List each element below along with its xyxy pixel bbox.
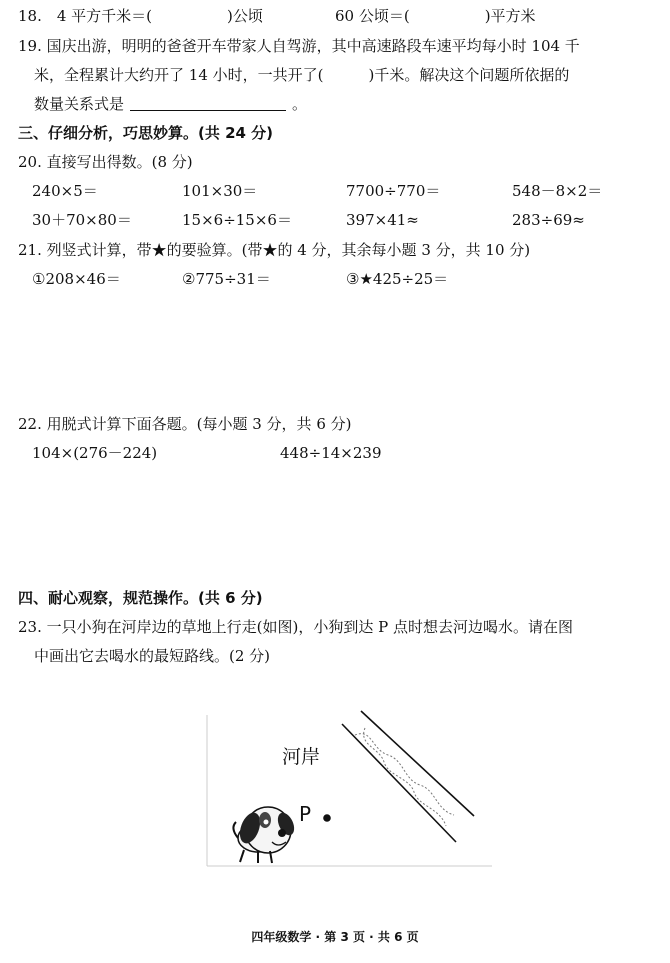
q19-line3 (34, 94, 307, 114)
q20-r2-c4: 283÷69≈ (512, 211, 585, 229)
section-4-heading: 四、耐心观察，规范操作。(共 6 分) (18, 589, 263, 607)
answer-blank[interactable] (130, 94, 286, 111)
figure-label-bank: 河岸 (282, 746, 321, 768)
q20-r2-c3: 397×41≈ (346, 211, 419, 229)
q20-r1-c3: 7700÷770＝ (346, 182, 441, 200)
q19-line1: 19. 国庆出游，明明的爸爸开车带家人自驾游，其中高速路段车速平均每小时 104 千 (18, 37, 580, 55)
river-wave-2 (364, 728, 446, 826)
point-p-dot (323, 814, 331, 822)
q19-line3-prefix: 数量关系式是 (34, 95, 125, 113)
q19-line2: 米，全程累计大约开了 14 小时，一共开了( )千米。解决这个问题所依据的 (34, 66, 570, 84)
q20-title: 20. 直接写出得数。(8 分) (18, 153, 193, 171)
river-bank-right (361, 711, 474, 816)
q20-r1-c4: 548－8×2＝ (512, 182, 603, 200)
q23-line1: 23. 一只小狗在河岸边的草地上行走(如图)，小狗到达 P 点时想去河边喝水。请在图 (18, 618, 573, 636)
q18-part1: 18. 4 平方千米＝( )公顷 (18, 7, 263, 25)
q19-line3-suffix: 。 (292, 95, 308, 113)
figure-label-point-p: P (299, 802, 312, 826)
question-18 (18, 6, 263, 26)
q21-item-2: ②775÷31＝ (182, 270, 271, 288)
river-wave-1 (355, 734, 454, 815)
q20-r1-c2: 101×30＝ (182, 182, 258, 200)
q18-part2: 60 公顷＝( )平方米 (335, 7, 536, 25)
section-3-heading: 三、仔细分析，巧思妙算。(共 24 分) (18, 124, 274, 142)
q20-r1-c1: 240×5＝ (32, 182, 98, 200)
q21-item-1: ①208×46＝ (32, 270, 121, 288)
q20-r2-c2: 15×6÷15×6＝ (182, 211, 292, 229)
q20-r2-c1: 30＋70×80＝ (32, 211, 132, 229)
q22-title: 22. 用脱式计算下面各题。(每小题 3 分，共 6 分) (18, 415, 352, 433)
q23-line2: 中画出它去喝水的最短路线。(2 分) (34, 647, 271, 665)
dog-icon (233, 807, 297, 863)
page-footer: 四年级数学 · 第 3 页 · 共 6 页 (251, 930, 419, 944)
q21-title: 21. 列竖式计算，带★的要验算。(带★的 4 分，其余每小题 3 分，共 10 分) (18, 241, 531, 259)
q21-item-3: ③★425÷25＝ (346, 270, 449, 288)
river-bank-left (342, 724, 456, 842)
q22-item-1: 104×(276－224) (32, 444, 158, 462)
q22-item-2: 448÷14×239 (280, 444, 382, 462)
